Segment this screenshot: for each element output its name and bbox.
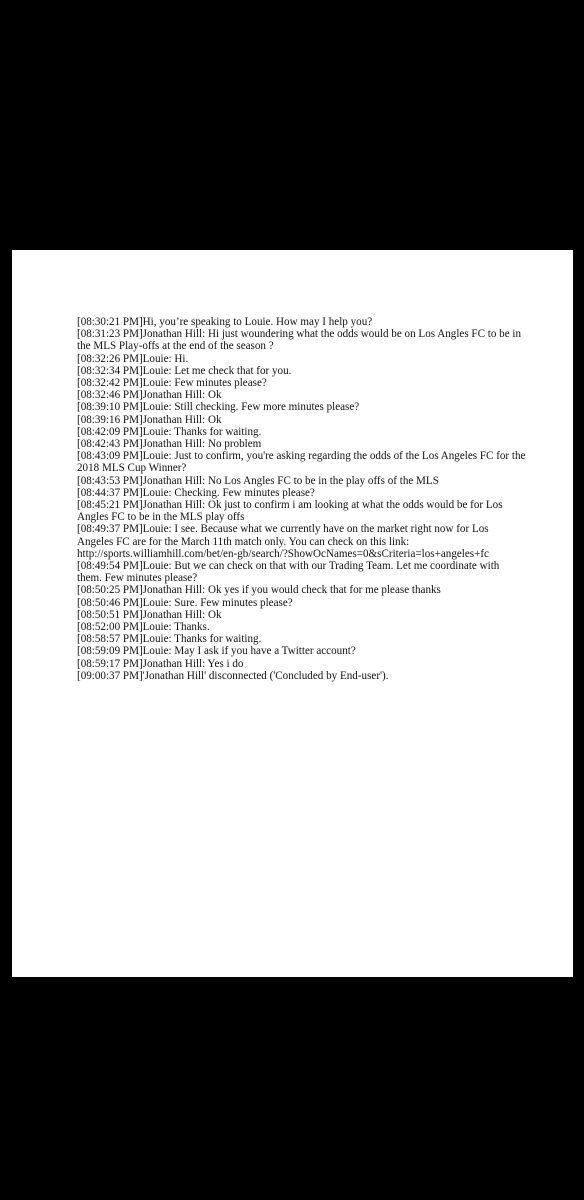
transcript-line: [08:59:17 PM]Jonathan Hill: Yes i do [77,657,244,670]
transcript-line: [08:42:09 PM]Louie: Thanks for waiting. [77,425,262,438]
transcript-line: [08:52:00 PM]Louie: Thanks. [77,621,210,634]
transcript-line: [08:39:10 PM]Louie: Still checking. Few more minutes please? [77,401,360,414]
transcript-line: [08:43:53 PM]Jonathan Hill: No Los Angles FC to be in the play offs of the MLS [77,474,439,487]
transcript-line: [08:44:37 PM]Louie: Checking. Few minutes please? [77,486,315,499]
transcript-line: [08:42:43 PM]Jonathan Hill: No problem [77,438,262,451]
transcript-line: [08:50:25 PM]Jonathan Hill: Ok yes if you would check that for me please thanks [77,584,441,597]
transcript-line: [08:49:54 PM]Louie: But we can check on that with our Trading Team. Let me coordinate with them. Few minutes please? [77,560,500,585]
transcript-line: [08:59:09 PM]Louie: May I ask if you have a Twitter account? [77,645,356,658]
transcript-line: [08:30:21 PM]Hi, you’re speaking to Louie. How may I help you? [77,316,373,328]
transcript-line: [08:50:46 PM]Louie: Sure. Few minutes please? [77,596,293,609]
transcript-line: [09:00:37 PM]'Jonathan Hill' disconnected ('Concluded by End-user'). [77,669,389,682]
transcript-line: [08:32:46 PM]Jonathan Hill: Ok [77,389,222,402]
transcript-line: [08:43:09 PM]Louie: Just to confirm, you're asking regarding the odds of the Los Angeles FC for the 2018 MLS Cup Winner? [77,450,526,475]
document-page [12,250,573,977]
transcript-line: [08:31:23 PM]Jonathan Hill: Hi just woundering what the odds would be on Los Angles FC to be in the MLS Play-offs at the end of the season ? [77,328,522,353]
transcript-line: [08:50:51 PM]Jonathan Hill: Ok [77,608,222,621]
transcript-line: [08:58:57 PM]Louie: Thanks for waiting. [77,633,262,646]
transcript-line: [08:49:37 PM]Louie: I see. Because what we currently have on the market right now for Los Angeles FC are for the March 11th match only. You can check on this link: http://sports.williamhill.com/bet/en-gb/search/?ShowOcNames=0&sCriteria=los+angeles+fc [77,523,489,560]
transcript-line: [08:32:26 PM]Louie: Hi. [77,352,189,365]
transcript-line: [08:32:42 PM]Louie: Few minutes please? [77,377,267,390]
transcript-line: [08:32:34 PM]Louie: Let me check that for you. [77,364,292,377]
transcript-line: [08:39:16 PM]Jonathan Hill: Ok [77,413,222,426]
chat-transcript [77,316,527,682]
transcript-line: [08:45:21 PM]Jonathan Hill: Ok just to confirm i am looking at what the odds would be for Los Angles FC to be in the MLS play offs [77,499,503,524]
